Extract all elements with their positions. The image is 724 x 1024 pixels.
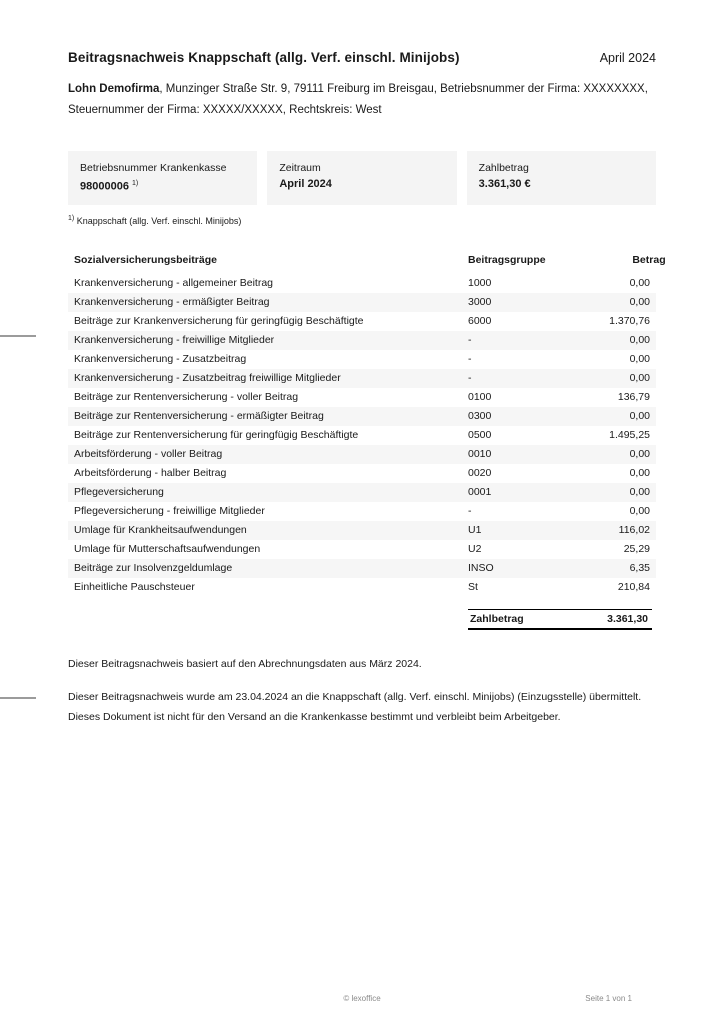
footnote-text: Knappschaft (allg. Verf. einschl. Minijobs) — [76, 215, 242, 226]
company-address-details: , Munzinger Straße Str. 9, 79111 Freiburg im Breisgau, Betriebsnummer der Firma: XXXXXXXX, Steuernummer der Firma: XXXXX/XXXXX, Rechtskreis: West — [68, 83, 648, 116]
table-row: Pflegeversicherung 0001 0,00 — [68, 483, 656, 502]
table-row: Umlage für Mutterschaftsaufwendungen U2 25,29 — [74, 543, 650, 556]
fold-mark-icon — [0, 697, 36, 699]
info-box-zahlbetrag — [467, 151, 656, 205]
document-header — [68, 50, 656, 65]
summary-boxes — [68, 151, 656, 205]
table-row: Krankenversicherung - ermäßigter Beitrag 3000 0,00 — [68, 293, 656, 312]
table-row: Beiträge zur Rentenversicherung - ermäßigter Beitrag 0300 0,00 — [68, 407, 656, 426]
note-transmitted-line: Dieser Beitragsnachweis wurde am 23.04.2024 an die Knappschaft (allg. Verf. einschl. Minijobs) (Einzugsstelle) übermittelt. — [68, 690, 642, 703]
info-box-label: Betriebsnummer Krankenkasse — [80, 162, 227, 174]
total-label: Zahlbetrag — [470, 612, 524, 625]
table-header-row — [68, 250, 666, 270]
contributions-table — [68, 250, 666, 597]
table-row: Umlage für Krankheitsaufwendungen U1 116,02 — [68, 521, 656, 540]
company-name: Lohn Demofirma — [68, 83, 160, 95]
note-retention-line: Dieses Dokument ist nicht für den Versand an die Krankenkasse bestimmt und verbleibt beim Arbeitgeber. — [68, 710, 561, 723]
info-box-label: Zahlbetrag — [478, 162, 529, 174]
fold-mark-icon — [0, 335, 36, 337]
column-header-label: Sozialversicherungsbeiträge — [74, 253, 217, 266]
table-row: Krankenversicherung - freiwillige Mitglieder - 0,00 — [68, 331, 656, 350]
info-box-label: Zeitraum — [279, 162, 321, 174]
note-basis: Dieser Beitragsnachweis basiert auf den Abrechnungsdaten aus März 2024. — [68, 657, 422, 670]
period-label: April 2024 — [599, 51, 656, 65]
table-row: Beiträge zur Rentenversicherung für geringfügig Beschäftigte 0500 1.495,25 — [74, 429, 650, 442]
table-row: Arbeitsförderung - voller Beitrag 0010 0,00 — [68, 445, 656, 464]
table-row: Beiträge zur Insolvenzgeldumlage INSO 6,35 — [68, 559, 656, 578]
page-title: Beitragsnachweis Knappschaft (allg. Verf. einschl. Minijobs) — [68, 50, 460, 65]
company-address — [68, 79, 656, 121]
table-row: Arbeitsförderung - halber Beitrag 0020 0,00 — [74, 467, 650, 480]
table-row: Beiträge zur Krankenversicherung für geringfügig Beschäftigte 6000 1.370,76 — [74, 315, 650, 328]
note-transmission — [68, 687, 656, 727]
table-body — [68, 274, 656, 597]
column-header-amount: Betrag — [632, 253, 666, 266]
page-footer — [0, 994, 724, 1008]
table-row: Krankenversicherung - Zusatzbeitrag - 0,00 — [74, 353, 650, 366]
footnote-ref: 1) — [68, 214, 75, 222]
total-amount: 3.361,30 — [607, 612, 648, 625]
total-row — [468, 609, 652, 630]
footnote-ref: 1) — [132, 180, 139, 187]
copyright-label: © lexoffice — [343, 994, 381, 1003]
page-number: Seite 1 von 1 — [585, 994, 632, 1003]
table-row: Pflegeversicherung - freiwillige Mitglieder - 0,00 — [74, 505, 650, 518]
info-box-betriebsnummer — [68, 151, 257, 205]
table-row: Einheitliche Pauschsteuer St 210,84 — [74, 581, 650, 594]
table-row: Beiträge zur Rentenversicherung - voller Beitrag 0100 136,79 — [74, 391, 650, 404]
info-box-value: 98000006 $^{1)}$ — [80, 180, 139, 193]
info-box-value: 3.361,30 € — [478, 178, 531, 190]
table-row: Krankenversicherung - allgemeiner Beitrag 1000 0,00 — [74, 277, 650, 290]
column-header-group: Beitragsgruppe — [468, 253, 546, 266]
info-box-value: April 2024 — [279, 178, 332, 190]
footnote — [68, 215, 656, 226]
info-box-zeitraum — [267, 151, 456, 205]
table-row: Krankenversicherung - Zusatzbeitrag freiwillige Mitglieder - 0,00 — [68, 369, 656, 388]
